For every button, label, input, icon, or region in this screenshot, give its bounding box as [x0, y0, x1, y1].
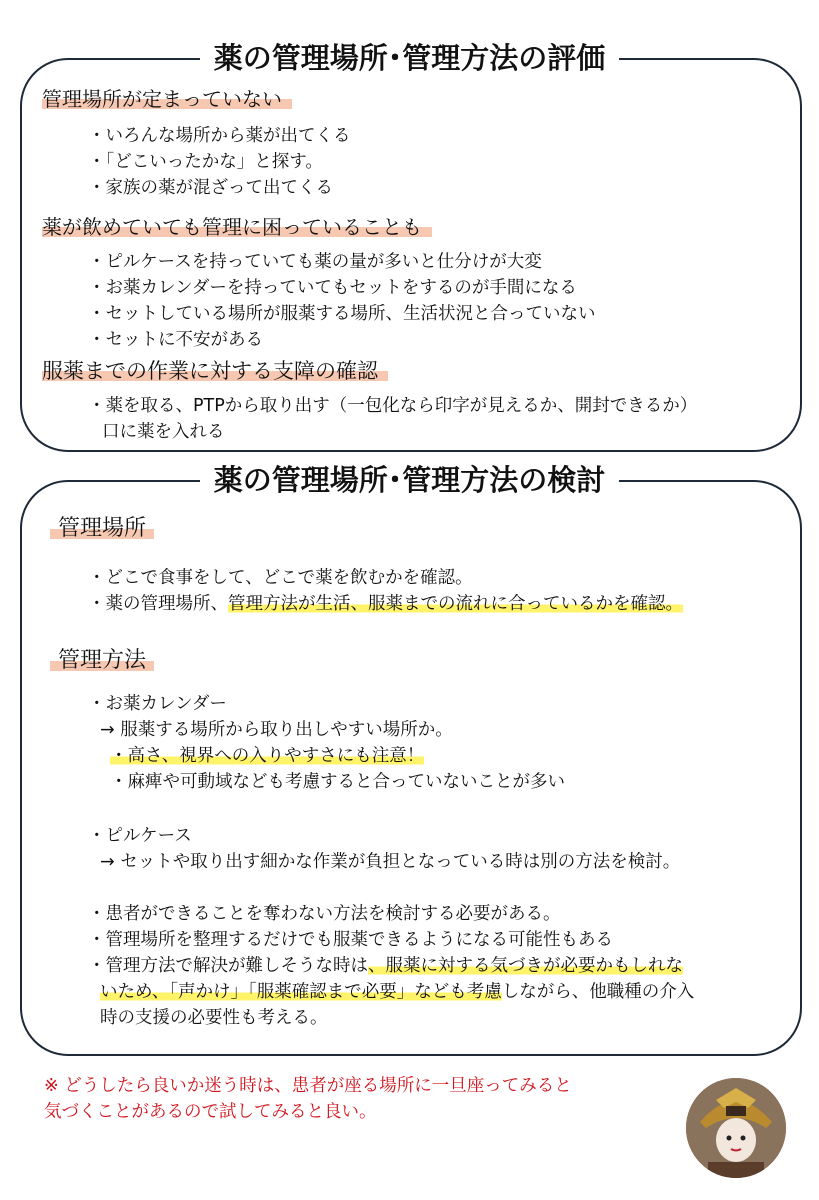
heading-task-obstacles: 服薬までの作業に対する支障の確認	[42, 358, 388, 384]
list-item: ・どこで食事をして、どこで薬を飲むかを確認。	[88, 568, 473, 588]
evaluation-title: 薬の管理場所･管理方法の評価	[0, 40, 819, 76]
heading-place: 管理場所	[50, 516, 154, 542]
list-item: → 服薬する場所から取り出しやすい場所か。	[100, 720, 453, 740]
list-item: ・セットに不安がある	[88, 330, 263, 350]
place-line-start: ・薬の管理場所、	[88, 594, 228, 614]
point-start: ・管理方法で解決が難しそうな時は	[88, 956, 368, 976]
list-item: ・麻痺や可動域なども考慮すると合っていないことが多い	[110, 772, 565, 792]
list-item: ・ピルケース	[88, 826, 192, 846]
doll-icon	[686, 1078, 786, 1178]
list-item: 時の支援の必要性も考える。	[100, 1008, 328, 1028]
calendar-note-highlight: ・高さ、視界への入りやすさにも注意！	[110, 746, 425, 766]
list-item: ・「どこいったかな」と探す。	[88, 152, 323, 172]
list-item: 口に薬を入れる	[102, 422, 225, 442]
point-rest: しながら、他職種の介入	[501, 982, 695, 1002]
list-item	[100, 980, 694, 1004]
list-item: ・薬を取る、PTPから取り出す（一包化なら印字が見えるか、開封できるか）	[88, 396, 698, 416]
doll-avatar-image	[686, 1078, 786, 1178]
list-item: ・セットしている場所が服薬する場所、生活状況と合っていない	[88, 304, 596, 324]
examination-title: 薬の管理場所･管理方法の検討	[0, 462, 819, 498]
list-item: ・お薬カレンダー	[88, 694, 227, 714]
list-item: ・お薬カレンダーを持っていてもセットをするのが手間になる	[88, 278, 577, 298]
list-item	[88, 954, 683, 978]
list-item	[110, 744, 424, 768]
heading-management-trouble: 薬が飲めていても管理に困っていることも	[42, 214, 432, 240]
list-item: → セットや取り出す細かな作業が負担となっている時は別の方法を検討。	[100, 852, 681, 872]
point-highlight: 、服薬に対する気づきが必要かもしれな	[368, 956, 683, 976]
list-item: ・家族の薬が混ざって出てくる	[88, 178, 333, 198]
list-item: ・患者ができることを奪わない方法を検討する必要がある。	[88, 904, 561, 924]
heading-unfixed-place: 管理場所が定まっていない	[42, 86, 292, 112]
place-line-highlight: 管理方法が生活、服薬までの流れに合っているかを確認。	[228, 594, 683, 614]
list-item: ・管理場所を整理するだけでも服薬できるようになる可能性もある	[88, 930, 613, 950]
list-item: ・ピルケースを持っていても薬の量が多いと仕分けが大変	[88, 252, 542, 272]
note-line: 気づくことがあるので試してみると良い。	[44, 1102, 377, 1122]
list-item	[88, 592, 683, 616]
list-item: ・いろんな場所から薬が出てくる	[88, 126, 351, 146]
point-highlight-cont: いため、「声かけ」「服薬確認まで必要」なども考慮	[100, 982, 502, 1002]
note-line: ※ どうしたら良いか迷う時は、患者が座る場所に一旦座ってみると	[44, 1076, 572, 1096]
heading-method: 管理方法	[50, 648, 154, 674]
